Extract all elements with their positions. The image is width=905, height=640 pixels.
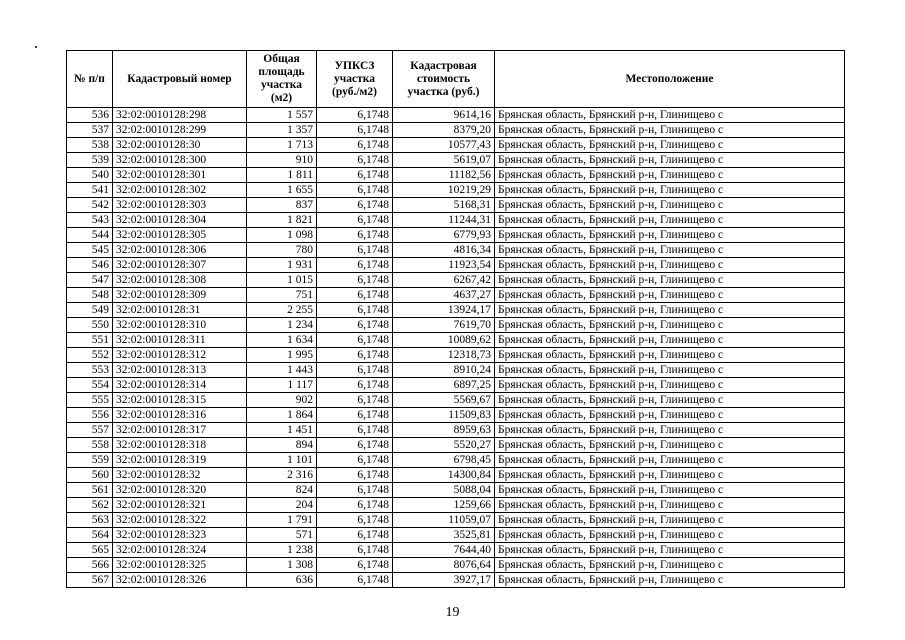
location-cell: Брянская область, Брянский р-н, Глинищево с <box>495 198 845 213</box>
cadastral-cost-cell: 11244,31 <box>393 213 495 228</box>
row-number-cell: 544 <box>67 228 113 243</box>
rate-cell: 6,1748 <box>317 558 393 573</box>
cadastral-number-cell: 32:02:0010128:324 <box>113 543 247 558</box>
cadastral-number-cell: 32:02:0010128:315 <box>113 393 247 408</box>
location-cell: Брянская область, Брянский р-н, Глинищево с <box>495 213 845 228</box>
row-number-cell: 557 <box>67 423 113 438</box>
area-cell: 2 316 <box>247 468 317 483</box>
cadastral-cost-cell: 6267,42 <box>393 273 495 288</box>
cadastral-cost-cell: 10089,62 <box>393 333 495 348</box>
cadastral-number-cell: 32:02:0010128:322 <box>113 513 247 528</box>
area-cell: 1 098 <box>247 228 317 243</box>
cadastral-number-cell: 32:02:0010128:300 <box>113 153 247 168</box>
location-cell: Брянская область, Брянский р-н, Глинищево с <box>495 348 845 363</box>
table-row <box>67 183 845 198</box>
rate-cell: 6,1748 <box>317 348 393 363</box>
header-rate: УПКСЗ участка (руб./м2) <box>317 51 393 108</box>
cadastral-cost-cell: 3927,17 <box>393 573 495 588</box>
area-cell: 1 821 <box>247 213 317 228</box>
table-row <box>67 483 845 498</box>
cadastral-number-cell: 32:02:0010128:304 <box>113 213 247 228</box>
location-cell: Брянская область, Брянский р-н, Глинищево с <box>495 258 845 273</box>
area-cell: 1 451 <box>247 423 317 438</box>
area-cell: 1 995 <box>247 348 317 363</box>
rate-cell: 6,1748 <box>317 513 393 528</box>
cadastral-cost-cell: 5569,67 <box>393 393 495 408</box>
cadastral-table <box>66 50 845 588</box>
rate-cell: 6,1748 <box>317 228 393 243</box>
header-area: Общая площадь участка (м2) <box>247 51 317 108</box>
header-cadastral-number: Кадастровый номер <box>113 51 247 108</box>
rate-cell: 6,1748 <box>317 243 393 258</box>
location-cell: Брянская область, Брянский р-н, Глинищево с <box>495 273 845 288</box>
row-number-cell: 546 <box>67 258 113 273</box>
cadastral-number-cell: 32:02:0010128:323 <box>113 528 247 543</box>
scan-speck <box>35 46 37 48</box>
row-number-cell: 559 <box>67 453 113 468</box>
cadastral-number-cell: 32:02:0010128:326 <box>113 573 247 588</box>
table-row <box>67 363 845 378</box>
table-body <box>67 108 845 588</box>
cadastral-number-cell: 32:02:0010128:30 <box>113 138 247 153</box>
rate-cell: 6,1748 <box>317 123 393 138</box>
cadastral-number-cell: 32:02:0010128:306 <box>113 243 247 258</box>
table-row <box>67 558 845 573</box>
area-cell: 1 443 <box>247 363 317 378</box>
location-cell: Брянская область, Брянский р-н, Глинищево с <box>495 543 845 558</box>
cadastral-number-cell: 32:02:0010128:305 <box>113 228 247 243</box>
header-cost: Кадастровая стоимость участка (руб.) <box>393 51 495 108</box>
location-cell: Брянская область, Брянский р-н, Глинищево с <box>495 333 845 348</box>
rate-cell: 6,1748 <box>317 273 393 288</box>
location-cell: Брянская область, Брянский р-н, Глинищево с <box>495 378 845 393</box>
cadastral-number-cell: 32:02:0010128:307 <box>113 258 247 273</box>
table-row <box>67 528 845 543</box>
cadastral-number-cell: 32:02:0010128:302 <box>113 183 247 198</box>
location-cell: Брянская область, Брянский р-н, Глинищево с <box>495 528 845 543</box>
location-cell: Брянская область, Брянский р-н, Глинищево с <box>495 138 845 153</box>
cadastral-number-cell: 32:02:0010128:318 <box>113 438 247 453</box>
cadastral-cost-cell: 8959,63 <box>393 423 495 438</box>
row-number-cell: 548 <box>67 288 113 303</box>
cadastral-number-cell: 32:02:0010128:31 <box>113 303 247 318</box>
rate-cell: 6,1748 <box>317 378 393 393</box>
row-number-cell: 537 <box>67 123 113 138</box>
location-cell: Брянская область, Брянский р-н, Глинищево с <box>495 303 845 318</box>
area-cell: 1 634 <box>247 333 317 348</box>
row-number-cell: 539 <box>67 153 113 168</box>
location-cell: Брянская область, Брянский р-н, Глинищево с <box>495 168 845 183</box>
table-row <box>67 258 845 273</box>
table-row <box>67 453 845 468</box>
location-cell: Брянская область, Брянский р-н, Глинищево с <box>495 423 845 438</box>
location-cell: Брянская область, Брянский р-н, Глинищево с <box>495 438 845 453</box>
table-row <box>67 318 845 333</box>
cadastral-number-cell: 32:02:0010128:312 <box>113 348 247 363</box>
table-row <box>67 303 845 318</box>
table-row <box>67 213 845 228</box>
rate-cell: 6,1748 <box>317 393 393 408</box>
area-cell: 204 <box>247 498 317 513</box>
location-cell: Брянская область, Брянский р-н, Глинищево с <box>495 363 845 378</box>
cadastral-number-cell: 32:02:0010128:310 <box>113 318 247 333</box>
location-cell: Брянская область, Брянский р-н, Глинищево с <box>495 393 845 408</box>
rate-cell: 6,1748 <box>317 453 393 468</box>
row-number-cell: 549 <box>67 303 113 318</box>
location-cell: Брянская область, Брянский р-н, Глинищево с <box>495 243 845 258</box>
rate-cell: 6,1748 <box>317 183 393 198</box>
page-number: 19 <box>445 605 460 620</box>
rate-cell: 6,1748 <box>317 258 393 273</box>
area-cell: 910 <box>247 153 317 168</box>
cadastral-cost-cell: 4637,27 <box>393 288 495 303</box>
cadastral-number-cell: 32:02:0010128:325 <box>113 558 247 573</box>
rate-cell: 6,1748 <box>317 468 393 483</box>
row-number-cell: 551 <box>67 333 113 348</box>
rate-cell: 6,1748 <box>317 108 393 123</box>
row-number-cell: 538 <box>67 138 113 153</box>
area-cell: 636 <box>247 573 317 588</box>
area-cell: 1 101 <box>247 453 317 468</box>
cadastral-cost-cell: 1259,66 <box>393 498 495 513</box>
area-cell: 2 255 <box>247 303 317 318</box>
cadastral-number-cell: 32:02:0010128:301 <box>113 168 247 183</box>
row-number-cell: 543 <box>67 213 113 228</box>
area-cell: 1 931 <box>247 258 317 273</box>
cadastral-number-cell: 32:02:0010128:320 <box>113 483 247 498</box>
row-number-cell: 556 <box>67 408 113 423</box>
cadastral-cost-cell: 11182,56 <box>393 168 495 183</box>
area-cell: 780 <box>247 243 317 258</box>
area-cell: 1 234 <box>247 318 317 333</box>
location-cell: Брянская область, Брянский р-н, Глинищево с <box>495 408 845 423</box>
area-cell: 1 117 <box>247 378 317 393</box>
row-number-cell: 560 <box>67 468 113 483</box>
area-cell: 902 <box>247 393 317 408</box>
table-row <box>67 468 845 483</box>
row-number-cell: 555 <box>67 393 113 408</box>
table-row <box>67 273 845 288</box>
rate-cell: 6,1748 <box>317 528 393 543</box>
rate-cell: 6,1748 <box>317 288 393 303</box>
table-header-row <box>67 51 845 108</box>
table-row <box>67 108 845 123</box>
table-row <box>67 393 845 408</box>
cadastral-cost-cell: 6897,25 <box>393 378 495 393</box>
location-cell: Брянская область, Брянский р-н, Глинищево с <box>495 498 845 513</box>
location-cell: Брянская область, Брянский р-н, Глинищево с <box>495 483 845 498</box>
cadastral-cost-cell: 10577,43 <box>393 138 495 153</box>
table-row <box>67 243 845 258</box>
cadastral-number-cell: 32:02:0010128:317 <box>113 423 247 438</box>
table-row <box>67 348 845 363</box>
cadastral-number-cell: 32:02:0010128:303 <box>113 198 247 213</box>
row-number-cell: 566 <box>67 558 113 573</box>
cadastral-number-cell: 32:02:0010128:299 <box>113 123 247 138</box>
cadastral-cost-cell: 14300,84 <box>393 468 495 483</box>
cadastral-cost-cell: 11059,07 <box>393 513 495 528</box>
row-number-cell: 564 <box>67 528 113 543</box>
header-location: Местоположение <box>495 51 845 108</box>
location-cell: Брянская область, Брянский р-н, Глинищево с <box>495 228 845 243</box>
cadastral-cost-cell: 13924,17 <box>393 303 495 318</box>
cadastral-cost-cell: 6779,93 <box>393 228 495 243</box>
rate-cell: 6,1748 <box>317 498 393 513</box>
row-number-cell: 552 <box>67 348 113 363</box>
table-row <box>67 198 845 213</box>
row-number-cell: 554 <box>67 378 113 393</box>
area-cell: 1 791 <box>247 513 317 528</box>
cadastral-cost-cell: 6798,45 <box>393 453 495 468</box>
cadastral-cost-cell: 8910,24 <box>393 363 495 378</box>
cadastral-cost-cell: 11923,54 <box>393 258 495 273</box>
table-row <box>67 228 845 243</box>
table-row <box>67 408 845 423</box>
rate-cell: 6,1748 <box>317 408 393 423</box>
table-row <box>67 543 845 558</box>
cadastral-cost-cell: 9614,16 <box>393 108 495 123</box>
table-row <box>67 423 845 438</box>
table-row <box>67 123 845 138</box>
location-cell: Брянская область, Брянский р-н, Глинищево с <box>495 558 845 573</box>
table-row <box>67 168 845 183</box>
row-number-cell: 553 <box>67 363 113 378</box>
cadastral-cost-cell: 8076,64 <box>393 558 495 573</box>
rate-cell: 6,1748 <box>317 438 393 453</box>
cadastral-cost-cell: 7619,70 <box>393 318 495 333</box>
rate-cell: 6,1748 <box>317 198 393 213</box>
cadastral-cost-cell: 12318,73 <box>393 348 495 363</box>
cadastral-number-cell: 32:02:0010128:298 <box>113 108 247 123</box>
table-row <box>67 333 845 348</box>
rate-cell: 6,1748 <box>317 138 393 153</box>
area-cell: 1 015 <box>247 273 317 288</box>
area-cell: 1 357 <box>247 123 317 138</box>
rate-cell: 6,1748 <box>317 213 393 228</box>
cadastral-number-cell: 32:02:0010128:313 <box>113 363 247 378</box>
location-cell: Брянская область, Брянский р-н, Глинищево с <box>495 513 845 528</box>
row-number-cell: 540 <box>67 168 113 183</box>
table-row <box>67 438 845 453</box>
area-cell: 571 <box>247 528 317 543</box>
row-number-cell: 567 <box>67 573 113 588</box>
cadastral-cost-cell: 7644,40 <box>393 543 495 558</box>
cadastral-number-cell: 32:02:0010128:309 <box>113 288 247 303</box>
area-cell: 1 557 <box>247 108 317 123</box>
rate-cell: 6,1748 <box>317 483 393 498</box>
cadastral-number-cell: 32:02:0010128:308 <box>113 273 247 288</box>
area-cell: 894 <box>247 438 317 453</box>
table-row <box>67 153 845 168</box>
header-num: № п/п <box>67 51 113 108</box>
cadastral-number-cell: 32:02:0010128:314 <box>113 378 247 393</box>
area-cell: 824 <box>247 483 317 498</box>
cadastral-cost-cell: 4816,34 <box>393 243 495 258</box>
rate-cell: 6,1748 <box>317 168 393 183</box>
area-cell: 1 811 <box>247 168 317 183</box>
table-row <box>67 513 845 528</box>
location-cell: Брянская область, Брянский р-н, Глинищево с <box>495 123 845 138</box>
table-row <box>67 378 845 393</box>
table-row <box>67 288 845 303</box>
row-number-cell: 562 <box>67 498 113 513</box>
table-row <box>67 498 845 513</box>
area-cell: 837 <box>247 198 317 213</box>
cadastral-cost-cell: 8379,20 <box>393 123 495 138</box>
table-row <box>67 573 845 588</box>
location-cell: Брянская область, Брянский р-н, Глинищево с <box>495 153 845 168</box>
cadastral-cost-cell: 10219,29 <box>393 183 495 198</box>
cadastral-cost-cell: 5619,07 <box>393 153 495 168</box>
location-cell: Брянская область, Брянский р-н, Глинищево с <box>495 468 845 483</box>
row-number-cell: 563 <box>67 513 113 528</box>
rate-cell: 6,1748 <box>317 363 393 378</box>
row-number-cell: 561 <box>67 483 113 498</box>
table-row <box>67 138 845 153</box>
area-cell: 1 238 <box>247 543 317 558</box>
row-number-cell: 541 <box>67 183 113 198</box>
rate-cell: 6,1748 <box>317 153 393 168</box>
cadastral-number-cell: 32:02:0010128:319 <box>113 453 247 468</box>
location-cell: Брянская область, Брянский р-н, Глинищево с <box>495 183 845 198</box>
location-cell: Брянская область, Брянский р-н, Глинищево с <box>495 288 845 303</box>
rate-cell: 6,1748 <box>317 318 393 333</box>
row-number-cell: 545 <box>67 243 113 258</box>
cadastral-cost-cell: 5088,04 <box>393 483 495 498</box>
row-number-cell: 547 <box>67 273 113 288</box>
cadastral-cost-cell: 5520,27 <box>393 438 495 453</box>
cadastral-number-cell: 32:02:0010128:311 <box>113 333 247 348</box>
area-cell: 1 713 <box>247 138 317 153</box>
cadastral-number-cell: 32:02:0010128:316 <box>113 408 247 423</box>
cadastral-number-cell: 32:02:0010128:321 <box>113 498 247 513</box>
row-number-cell: 536 <box>67 108 113 123</box>
rate-cell: 6,1748 <box>317 573 393 588</box>
location-cell: Брянская область, Брянский р-н, Глинищево с <box>495 573 845 588</box>
row-number-cell: 565 <box>67 543 113 558</box>
area-cell: 751 <box>247 288 317 303</box>
rate-cell: 6,1748 <box>317 303 393 318</box>
rate-cell: 6,1748 <box>317 423 393 438</box>
location-cell: Брянская область, Брянский р-н, Глинищево с <box>495 318 845 333</box>
rate-cell: 6,1748 <box>317 333 393 348</box>
location-cell: Брянская область, Брянский р-н, Глинищево с <box>495 453 845 468</box>
rate-cell: 6,1748 <box>317 543 393 558</box>
area-cell: 1 655 <box>247 183 317 198</box>
row-number-cell: 542 <box>67 198 113 213</box>
area-cell: 1 864 <box>247 408 317 423</box>
cadastral-number-cell: 32:02:0010128:32 <box>113 468 247 483</box>
area-cell: 1 308 <box>247 558 317 573</box>
cadastral-cost-cell: 3525,81 <box>393 528 495 543</box>
row-number-cell: 558 <box>67 438 113 453</box>
row-number-cell: 550 <box>67 318 113 333</box>
cadastral-cost-cell: 5168,31 <box>393 198 495 213</box>
cadastral-cost-cell: 11509,83 <box>393 408 495 423</box>
location-cell: Брянская область, Брянский р-н, Глинищево с <box>495 108 845 123</box>
